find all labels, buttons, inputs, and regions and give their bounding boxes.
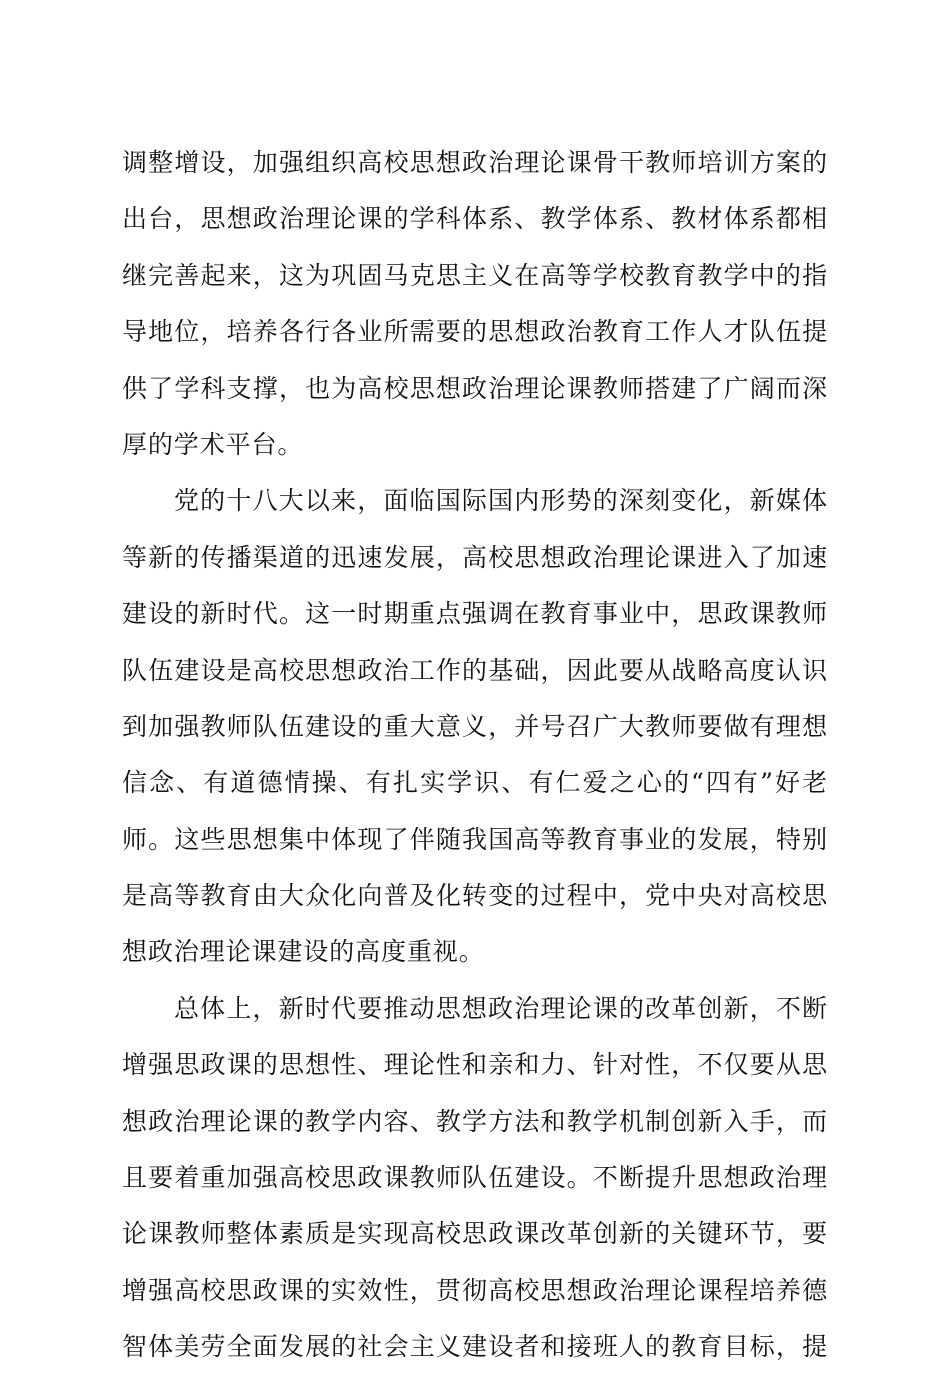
- paragraph-3-line-2: 增强思政课的思想性、理论性和亲和力、针对性，不仅要从思: [122, 1050, 828, 1080]
- paragraph-2-line-5: 到加强教师队伍建设的重大意义，并号召广大教师要做有理想: [122, 711, 828, 741]
- paragraph-1-line-5: 供了学科支撑，也为高校思想政治理论课教师搭建了广阔而深: [122, 373, 828, 403]
- paragraph-1-line-1: 调整增设，加强组织高校思想政治理论课骨干教师培训方案的: [122, 148, 828, 177]
- paragraph-2-line-3: 建设的新时代。这一时期重点强调在教育事业中，思政课教师: [122, 599, 828, 629]
- paragraph-3-line-5: 论课教师整体素质是实现高校思政课改革创新的关键环节，要: [122, 1219, 828, 1249]
- paragraph-2-line-1: 党的十八大以来，面临国际国内形势的深刻变化，新媒体: [174, 486, 828, 516]
- paragraph-3-line-1: 总体上，新时代要推动思想政治理论课的改革创新，不断: [174, 993, 828, 1023]
- paragraph-2-line-4: 队伍建设是高校思想政治工作的基础，因此要从战略高度认识: [122, 655, 828, 685]
- paragraph-2-line-2: 等新的传播渠道的迅速发展，高校思想政治理论课进入了加速: [122, 542, 828, 572]
- paragraph-3-line-3: 想政治理论课的教学内容、教学方法和教学机制创新入手，而: [122, 1106, 828, 1136]
- paragraph-1-line-3: 继完善起来，这为巩固马克思主义在高等学校教育教学中的指: [122, 260, 828, 290]
- paragraph-3-line-6: 增强高校思政课的实效性，贯彻高校思想政治理论课程培养德: [122, 1275, 828, 1305]
- paragraph-1-line-2: 出台，思想政治理论课的学科体系、教学体系、教材体系都相: [122, 204, 828, 234]
- paragraph-1-line-6: 厚的学术平台。: [122, 429, 304, 459]
- paragraph-2-line-6: 信念、有道德情操、有扎实学识、有仁爱之心的“四有”好老: [122, 768, 828, 798]
- paragraph-2-line-9: 想政治理论课建设的高度重视。: [122, 937, 485, 967]
- paragraph-3-line-7: 智体美劳全面发展的社会主义建设者和接班人的教育目标，提: [122, 1332, 828, 1362]
- body-text: [122, 135, 828, 1376]
- paragraph-2-line-8: 是高等教育由大众化向普及化转变的过程中，党中央对高校思: [122, 881, 828, 911]
- paragraph-3-line-4: 且要着重加强高校思政课教师队伍建设。不断提升思想政治理: [122, 1163, 828, 1193]
- paragraph-2-line-7: 师。这些思想集中体现了伴随我国高等教育事业的发展，特别: [122, 824, 828, 854]
- paragraph-1-line-4: 导地位，培养各行各业所需要的思想政治教育工作人才队伍提: [122, 317, 828, 347]
